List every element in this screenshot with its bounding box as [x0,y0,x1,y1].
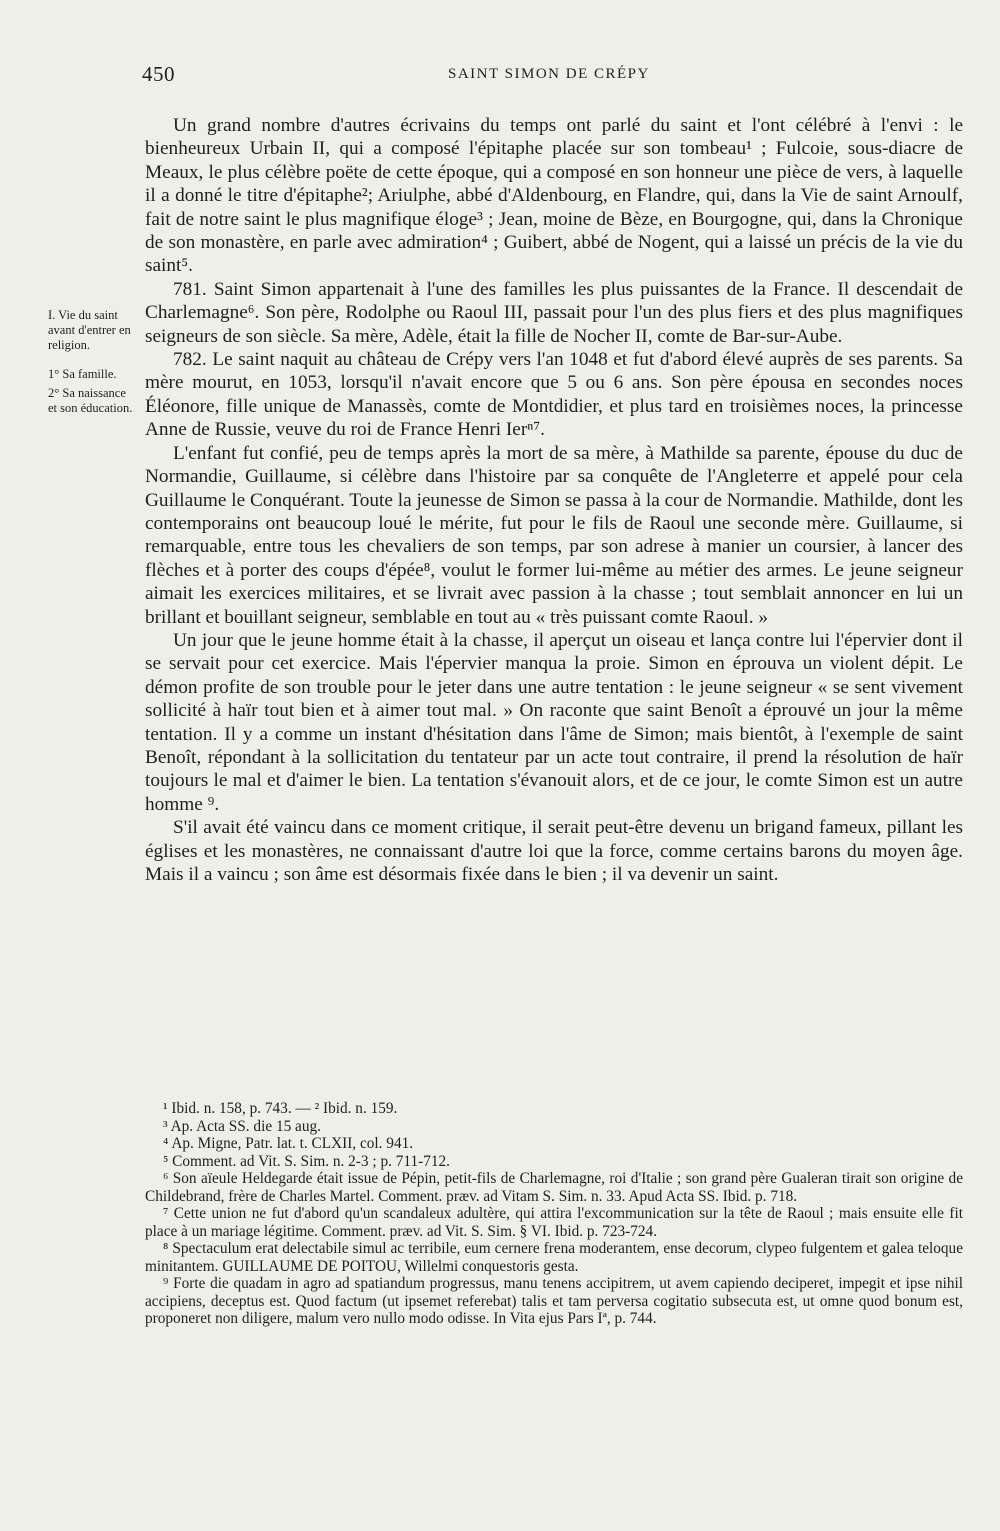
footnote: ⁵ Comment. ad Vit. S. Sim. n. 2-3 ; p. 711-712. [163,1152,450,1170]
footnote: ⁶ Son aïeule Heldegarde était issue de Pépin, petit-fils de Charlemagne, roi d'Italie ; son grand père Gualeran tirait son origine de Childebrand, frère de Charles Martel. Comment. præv. ad Vitam S. Sim. n. 33. Apud Acta SS. Ibid. p. 718. [145,1170,963,1205]
paragraph: Un grand nombre d'autres écrivains du temps ont parlé du saint et l'ont célébré à l'envi : le bienheureux Urbain II, qui a composé l'épitaphe placée sur son tombeau¹ ; Fulcoie, sous-diacre de Meaux, le plus célèbre poëte de cette époque, qui a composé en son honneur une pièce de vers, à laquelle il a donné le titre d'épitaphe²; Ariulphe, abbé d'Aldenbourg, en Flandre, qui, dans la Vie de saint Arnoulf, fait de notre saint le plus magnifique éloge³ ; Jean, moine de Bèze, en Bourgogne, qui, dans la Chronique de son monastère, en parle avec admiration⁴ ; Guibert, abbé de Nogent, qui a laissé un précis de la vie du saint⁵. [145,115,963,277]
main-text [145,114,963,886]
footnote: ³ Ap. Acta SS. die 15 aug. [163,1117,321,1135]
footnote: ⁷ Cette union ne fut d'abord qu'un scandaleux adultère, qui attira l'excommunication sur la tête de Raoul ; mais ensuite elle fit place à un mariage légitime. Comment. præv. ad Vit. S. Sim. § VI. Ibid. p. 723-724. [145,1205,963,1240]
paragraph: 782. Le saint naquit au château de Crépy vers l'an 1048 et fut d'abord élevé auprès de ses parents. Sa mère mourut, en 1053, lorsqu'il n'avait encore que 5 ou 6 ans. Son père épousa en secondes noces Éléonore, fille unique de Manassès, comte de Montdidier, et plus tard en troisièmes noces, la princesse Anne de Russie, veuve du roi de France Henri Ierⁿ⁷. [145,349,963,441]
marginal-note: I. Vie du saint avant d'entrer en religion. [48,308,131,352]
paragraph: 781. Saint Simon appartenait à l'une des familles les plus puissantes de la France. Il descendait de Charlemagne⁶. Son père, Rodolphe ou Raoul III, passait pour l'un des plus fiers et des plus magnifiques seigneurs de son siècle. Sa mère, Adèle, était la fille de Nocher II, comte de Bar-sur-Aube. [145,278,963,347]
footnote: ⁹ Forte die quadam in agro ad spatiandum progressus, manu tenens accipitrem, ut avem capiendo deciperet, impegit et ipse nihil accipiens, deceptus est. Quod factum (ut ipsemet referebat) talis et tam perversa cogitatio subsecuta est, ut omne quod bonum est, proponeret non diligere, malum vero nullo modo odisse. In Vita ejus Pars Iª, p. 744. [145,1275,963,1327]
marginal-note: 2° Sa naissance et son éducation. [48,386,133,415]
footnotes [145,1100,963,1328]
running-title: SAINT SIMON DE CRÉPY [448,66,650,82]
paragraph: Un jour que le jeune homme était à la chasse, il aperçut un oiseau et lança contre lui l'épervier dont il se servait pour cet exercice. Mais l'épervier manqua la proie. Simon en éprouva un violent dépit. Le démon profite de son trouble pour le jeter dans une autre tentation : le jeune seigneur « se sent vivement sollicité à haïr tout bien et à aimer tout mal. » On raconte que saint Benoît a éprouvé un jour la même tentation. Il y a comme un instant d'hésitation dans l'âme de Simon; mais bientôt, à l'exemple de saint Benoît, répondant à la sollicitation du tentateur par un acte tout contraire, il prend la résolution de haïr toujours le mal et d'aimer le bien. La tentation s'évanouit alors, et de ce jour, le comte Simon est un autre homme ⁹. [145,629,963,815]
footnote: ¹ Ibid. n. 158, p. 743. — ² Ibid. n. 159. [163,1100,398,1117]
paragraph: L'enfant fut confié, peu de temps après la mort de sa mère, à Mathilde sa parente, épouse du duc de Normandie, Guillaume, si célèbre dans l'histoire par sa conquête de l'Angleterre et appelé pour cela Guillaume le Conquérant. Toute la jeunesse de Simon se passa à la cour de Normandie. Mathilde, dont les contemporains ont beaucoup loué le mérite, fut pour le fils de Raoul une seconde mère. Guillaume, si remarquable, entre tous les chevaliers de son temps, par son adrese à manier un coursier, à lancer des flèches et à porter des coups d'épée⁸, voulut le former lui-même au métier des armes. Le jeune seigneur aimait les exercices militaires, et se livrait avec passion à la chasse ; tout semblait annoncer en lui un brillant et bouillant seigneur, semblable en tout au « très puissant comte Raoul. » [145,442,963,628]
page-number: 450 [142,62,175,86]
marginal-notes [48,308,136,416]
footnote: ⁸ Spectaculum erat delectabile simul ac terribile, eum cernere frena moderantem, ense decorum, clypeo fulgentem et galea teloque minitantem. GUILLAUME DE POITOU, Willelmi conquestoris gesta. [145,1240,963,1275]
paragraph: S'il avait été vaincu dans ce moment critique, il serait peut-être devenu un brigand fameux, pillant les églises et les monastères, ne connaissant d'autre loi que la force, comme certains barons du moyen âge. Mais il a vaincu ; son âme est désormais fixée dans le bien ; il va devenir un saint. [145,817,963,885]
footnote: ⁴ Ap. Migne, Patr. lat. t. CLXII, col. 941. [163,1135,414,1152]
marginal-note: 1° Sa famille. [48,367,117,381]
